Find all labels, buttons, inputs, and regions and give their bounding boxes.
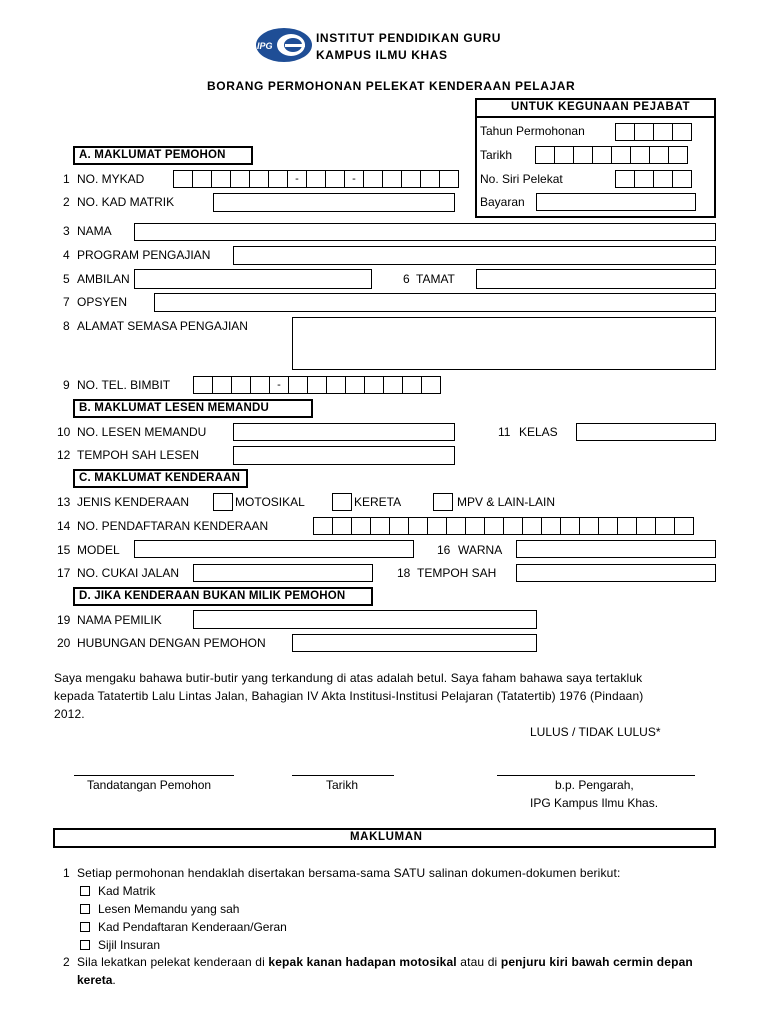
declaration-line-1: Saya mengaku bahawa butir-butir yang terkandung di atas adalah betul. Saya faham bahawa saya tertakluk bbox=[54, 671, 643, 685]
office-tahun-cells[interactable] bbox=[615, 123, 691, 141]
field-8-label: ALAMAT SEMASA PENGAJIAN bbox=[77, 319, 248, 333]
field-12-label: TEMPOH SAH LESEN bbox=[77, 448, 200, 462]
lesen-field[interactable] bbox=[233, 423, 455, 441]
field-15-label: MODEL bbox=[77, 543, 120, 557]
field-11-label: KELAS bbox=[519, 425, 558, 439]
field-5-number: 5 bbox=[63, 272, 70, 286]
field-14-label: NO. PENDAFTARAN KENDERAAN bbox=[77, 519, 269, 533]
date-signature-label: Tarikh bbox=[326, 778, 359, 792]
field-18-label: TEMPOH SAH bbox=[417, 566, 497, 580]
field-1-number: 1 bbox=[63, 172, 70, 186]
field-18-number: 18 bbox=[397, 566, 411, 580]
field-2-number: 2 bbox=[63, 195, 70, 209]
declaration-line-3: 2012. bbox=[54, 707, 85, 721]
program-field[interactable] bbox=[233, 246, 716, 265]
field-20-label: HUBUNGAN DENGAN PEMOHON bbox=[77, 636, 266, 650]
model-field[interactable] bbox=[134, 540, 414, 558]
field-8-number: 8 bbox=[63, 319, 70, 333]
office-bayaran-field[interactable] bbox=[536, 193, 696, 211]
institute-name: INSTITUT PENDIDIKAN GURU bbox=[316, 31, 502, 45]
field-7-label: OPSYEN bbox=[77, 295, 128, 309]
opsyen-field[interactable] bbox=[154, 293, 716, 312]
field-6-label: TAMAT bbox=[416, 272, 455, 286]
office-use-title: UNTUK KEGUNAAN PEJABAT bbox=[511, 101, 691, 113]
doc-item: Kad Matrik bbox=[80, 884, 155, 898]
ipg-logo bbox=[255, 27, 313, 63]
field-6-number: 6 bbox=[403, 272, 410, 286]
logo-text: IPG bbox=[257, 41, 273, 51]
field-14-number: 14 bbox=[57, 519, 71, 533]
mpv-checkbox[interactable] bbox=[433, 493, 453, 511]
office-bayaran-label: Bayaran bbox=[480, 195, 525, 209]
declaration-line-2: kepada Tatatertib Lalu Lintas Jalan, Bahagian IV Akta Institusi-Institusi Pelajaran (Tatatertib) 1976 (Pindaan) bbox=[54, 689, 644, 703]
cukai-field[interactable] bbox=[193, 564, 373, 582]
notice-item-2: Sila lekatkan pelekat kenderaan di kepak kanan hadapan motosikal atau di penjuru kiri bawah cermin depan bbox=[77, 955, 693, 969]
field-9-number: 9 bbox=[63, 378, 70, 392]
kelas-field[interactable] bbox=[576, 423, 716, 441]
form-title: BORANG PERMOHONAN PELEKAT KENDERAAN PELAJAR bbox=[207, 79, 576, 93]
field-4-number: 4 bbox=[63, 248, 70, 262]
section-b-header: B. MAKLUMAT LESEN MEMANDU bbox=[73, 399, 313, 418]
field-12-number: 12 bbox=[57, 448, 71, 462]
mpv-label: MPV & LAIN-LAIN bbox=[457, 495, 556, 509]
field-13-label: JENIS KENDERAAN bbox=[77, 495, 190, 509]
tamat-field[interactable] bbox=[476, 269, 716, 289]
checkbox-icon bbox=[80, 922, 90, 932]
notice-item-2-cont: kereta. bbox=[77, 973, 116, 987]
field-16-label: WARNA bbox=[458, 543, 503, 557]
approval-status: LULUS / TIDAK LULUS* bbox=[530, 725, 661, 739]
field-19-number: 19 bbox=[57, 613, 71, 627]
section-c-header: C. MAKLUMAT KENDERAAN bbox=[73, 469, 248, 488]
checkbox-icon bbox=[80, 904, 90, 914]
field-15-number: 15 bbox=[57, 543, 71, 557]
office-siri-label: No. Siri Pelekat bbox=[480, 172, 563, 186]
notice-item-1-number: 1 bbox=[63, 866, 70, 880]
section-d-header: D. JIKA KENDERAAN BUKAN MILIK PEMOHON bbox=[73, 587, 373, 606]
notice-title: MAKLUMAN bbox=[350, 831, 423, 843]
director-signature-line bbox=[497, 775, 695, 776]
motosikal-label: MOTOSIKAL bbox=[235, 495, 305, 509]
applicant-signature-label: Tandatangan Pemohon bbox=[87, 778, 212, 792]
notice-item-2-number: 2 bbox=[63, 955, 70, 969]
alamat-field[interactable] bbox=[292, 317, 716, 370]
field-10-label: NO. LESEN MEMANDU bbox=[77, 425, 207, 439]
field-4-label: PROGRAM PENGAJIAN bbox=[77, 248, 211, 262]
applicant-signature-line bbox=[74, 775, 234, 776]
doc-item: Sijil Insuran bbox=[80, 938, 160, 952]
field-11-number: 11 bbox=[498, 425, 511, 439]
pemilik-field[interactable] bbox=[193, 610, 537, 629]
field-17-label: NO. CUKAI JALAN bbox=[77, 566, 180, 580]
field-7-number: 7 bbox=[63, 295, 70, 309]
kereta-checkbox[interactable] bbox=[332, 493, 352, 511]
field-17-number: 17 bbox=[57, 566, 71, 580]
field-3-label: NAMA bbox=[77, 224, 112, 238]
field-3-number: 3 bbox=[63, 224, 70, 238]
doc-item: Lesen Memandu yang sah bbox=[80, 902, 239, 916]
field-10-number: 10 bbox=[57, 425, 71, 439]
tempoh-sah-field[interactable] bbox=[516, 564, 716, 582]
declaration-text bbox=[54, 669, 722, 723]
kereta-label: KERETA bbox=[354, 495, 402, 509]
hubungan-field[interactable] bbox=[292, 634, 537, 652]
field-1-label: NO. MYKAD bbox=[77, 172, 145, 186]
office-siri-cells[interactable] bbox=[615, 170, 691, 188]
director-label-1: b.p. Pengarah, bbox=[555, 778, 634, 792]
motosikal-checkbox[interactable] bbox=[213, 493, 233, 511]
doc-item: Kad Pendaftaran Kenderaan/Geran bbox=[80, 920, 287, 934]
tempoh-lesen-field[interactable] bbox=[233, 446, 455, 465]
field-16-number: 16 bbox=[437, 543, 451, 557]
director-label-2: IPG Kampus Ilmu Khas. bbox=[530, 796, 659, 810]
field-19-label: NAMA PEMILIK bbox=[77, 613, 162, 627]
field-5-label: AMBILAN bbox=[77, 272, 130, 286]
checkbox-icon bbox=[80, 940, 90, 950]
date-signature-line bbox=[292, 775, 394, 776]
section-a-header: A. MAKLUMAT PEMOHON bbox=[73, 146, 253, 165]
field-9-label: NO. TEL. BIMBIT bbox=[77, 378, 171, 392]
nama-field[interactable] bbox=[134, 223, 716, 241]
field-2-label: NO. KAD MATRIK bbox=[77, 195, 175, 209]
matric-field[interactable] bbox=[213, 193, 455, 212]
ambilan-field[interactable] bbox=[134, 269, 372, 289]
office-tarikh-cells[interactable] bbox=[535, 146, 687, 164]
office-tahun-label: Tahun Permohonan bbox=[480, 124, 585, 138]
field-13-number: 13 bbox=[57, 495, 71, 509]
notice-item-1: Setiap permohonan hendaklah disertakan bersama-sama SATU salinan dokumen-dokumen berikut: bbox=[77, 866, 621, 880]
phone-cells[interactable]: - bbox=[193, 376, 440, 394]
warna-field[interactable] bbox=[516, 540, 716, 558]
campus-name: KAMPUS ILMU KHAS bbox=[316, 48, 448, 62]
mykad-cells[interactable]: - - bbox=[173, 170, 458, 188]
office-tarikh-label: Tarikh bbox=[480, 148, 513, 162]
registration-cells[interactable] bbox=[313, 517, 693, 535]
checkbox-icon bbox=[80, 886, 90, 896]
field-20-number: 20 bbox=[57, 636, 71, 650]
